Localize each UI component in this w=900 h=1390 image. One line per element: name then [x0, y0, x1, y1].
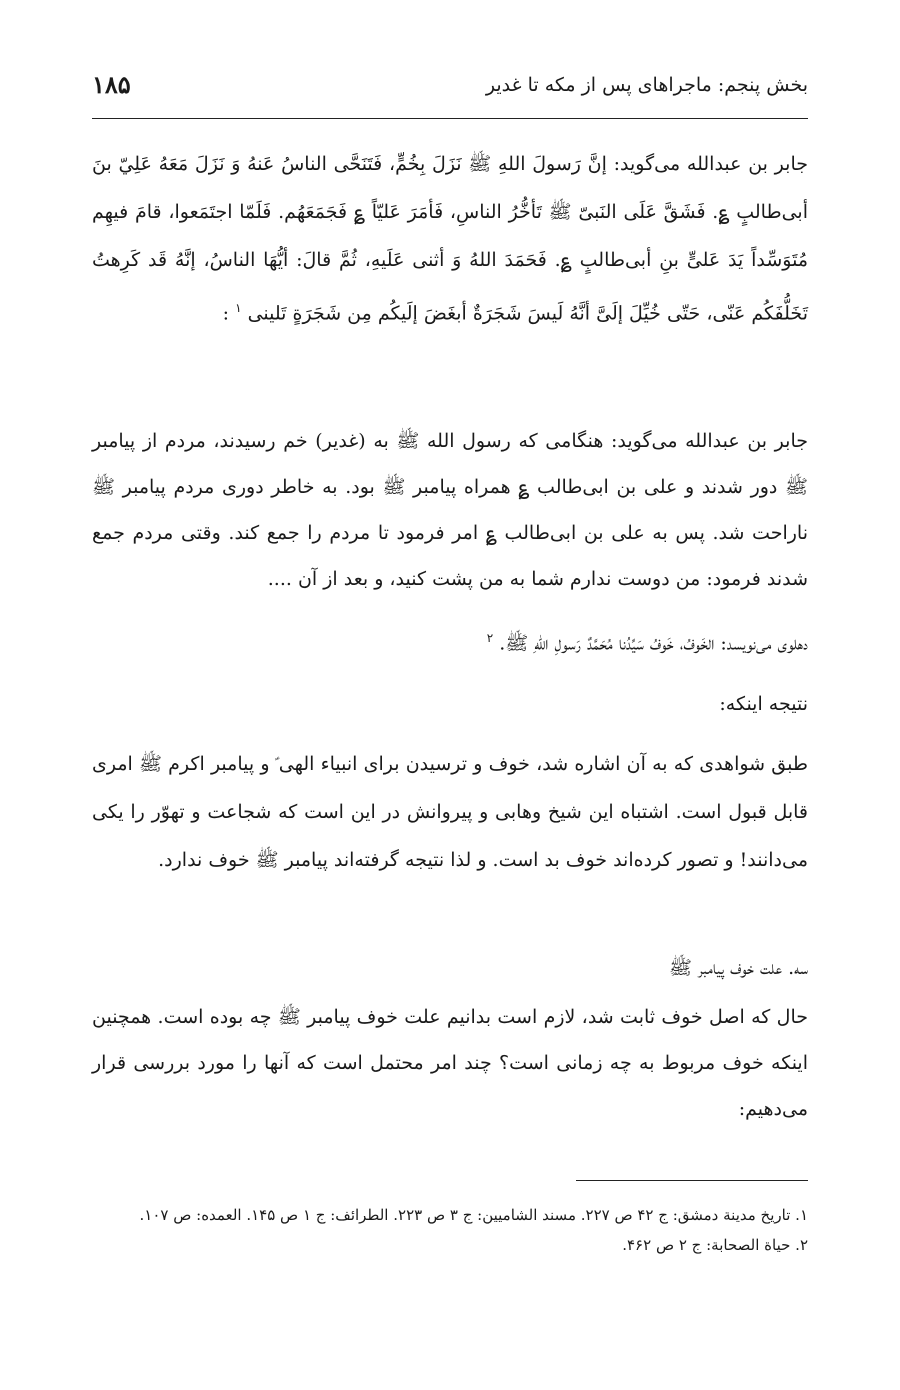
- page-number: ۱۸۵: [92, 70, 131, 99]
- paragraph-cause-intro: [92, 994, 808, 1132]
- footnote-ref-1: ۱: [235, 301, 242, 315]
- paragraph-text: جابر بن عبدالله می‌گوید: هنگامی که رسول الله ﷺ به (غدیر) خم رسیدند، مردم از پیامبر ﷺ دور شدند و علی بن ابی‌طالب ؏ همراه پیامبر ﷺ بود. به خاطر دوری مردم پیامبر ﷺ ناراحت شد. پس به علی بن ابی‌طالب ؏ امر فرمود تا مردم را جمع کند. وقتی مردم جمع شدند فرمود: من دوست ندارم شما به من پشت کنید، و بعد از آن ....: [92, 430, 808, 590]
- paragraph-translation: [92, 418, 808, 602]
- footnote-ref-2: ۲: [486, 631, 494, 645]
- section-heading-cause-of-fear: [92, 944, 808, 992]
- running-title: بخش پنجم: ماجراهای پس از مکه تا غدیر: [485, 74, 808, 96]
- footnote-2: ۲. حیاة الصحابة: ج ۲ ص ۴۶۲.: [622, 1236, 808, 1254]
- paragraph-text: حال که اصل خوف ثابت شد، لازم است بدانیم علت خوف پیامبر ﷺ چه بوده است. همچنین اینکه خوف مربوط به چه زمانی است؟ چند امر محتمل است که آنها را مورد بررسی قرار می‌دهیم:: [92, 1006, 808, 1120]
- footnote-separator: [576, 1180, 808, 1181]
- paragraph-dehlavi: [92, 614, 808, 667]
- paragraph-text: طبق شواهدی که به آن اشاره شد، خوف و ترسیدن برای انبیاء الهی ؑ و پیامبر اکرم ﷺ امری قابل قبول است. اشتباه این شیخ وهابی و پیروانش در این است که شجاعت و تهوّر را یکی می‌دانند! و تصور کرده‌اند خوف بد است. و لذا نتیجه گرفته‌اند پیامبر ﷺ خوف ندارد.: [92, 753, 808, 871]
- footnote-1: ۱. تاریخ مدینة دمشق: ج ۴۲ ص ۲۲۷. مسند الشامیین: ج ۳ ص ۲۲۳. الطرائف: ج ۱ ص ۱۴۵. العمده: ص ۱۰۷.: [139, 1206, 808, 1224]
- paragraph-arabic-hadith: [92, 140, 808, 337]
- page-header: [92, 68, 808, 119]
- section-heading-text: سه. علت خوف پیامبر ﷺ: [668, 957, 808, 979]
- paragraph-conclusion-heading: [92, 680, 808, 728]
- paragraph-text: دهلوی می‌نویسد: الخَوفُ، خَوفُ سَیِّدُنا مُحَمَّدٌ رَسولِ اللهِ ﷺ.: [499, 632, 808, 655]
- paragraph-text: نتیجه اینکه:: [719, 693, 808, 715]
- paragraph-suffix: :: [222, 302, 230, 325]
- paragraph-text: جابر بن عبدالله می‌گوید: إنَّ رَسولَ اللهِ ﷺ نَزَلَ بِخُمٍّ، فَتَنَحَّى الناسُ عَنهُ وَ نَزَلَ مَعَهُ عَلِيّ بنَ أبی‌طالبٍ ؏. فَشَقَّ عَلَى النَبیّ ﷺ تَأخُّرُ الناسِ، فَأمَرَ عَلیّاً ؏ فَجَمَعَهُم. فَلَمّا اجتَمَعوا، قامَ فیهِم مُتَوَسِّداً یَدَ عَلیٍّ بنِ أبی‌طالبٍ ؏. فَحَمَدَ اللهُ وَ أثنی عَلَیهِ، ثُمَّ قالَ: أیُّهَا الناسُ، إنَّهُ قَد کَرِهتُ تَخَلُّفَکُم عَنّی، حَتّی خُیِّلَ إلَیَّ أنَّهُ لَیسَ شَجَرَةٌ أبغَضَ إلَیکُم مِن شَجَرَةٍ تَلینی: [92, 153, 808, 325]
- footnotes: [92, 1200, 808, 1260]
- paragraph-conclusion: [92, 740, 808, 884]
